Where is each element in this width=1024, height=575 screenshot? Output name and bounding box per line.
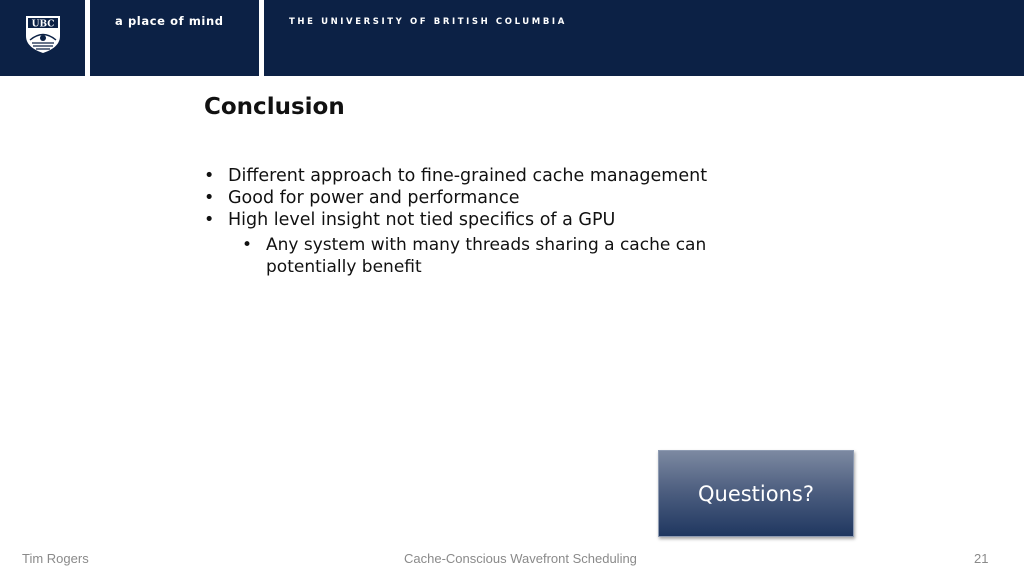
bullet-glyph: •: [204, 210, 215, 230]
questions-label: Questions?: [697, 481, 814, 506]
university-name: THE UNIVERSITY OF BRITISH COLUMBIA: [289, 17, 567, 27]
header-band: [0, 0, 1024, 76]
slide-title: Conclusion: [204, 94, 345, 120]
header-divider: [85, 0, 90, 76]
page-number: 21: [974, 551, 989, 566]
sub-bullet-text: Any system with many threads sharing a cache can potentially benefit: [266, 235, 707, 277]
header-divider: [259, 0, 264, 76]
bullet-item: [204, 187, 764, 209]
header-tagline: a place of mind: [115, 14, 224, 28]
bullet-text: Different approach to fine-grained cache management: [228, 166, 708, 186]
svg-text:UBC: UBC: [31, 19, 55, 30]
bullet-glyph: •: [204, 166, 215, 186]
footer-author: Tim Rogers: [22, 551, 89, 566]
bullet-item: [204, 209, 764, 231]
bullet-glyph: •: [204, 188, 215, 208]
sub-bullet-item: [242, 235, 764, 278]
bullet-text: Good for power and performance: [228, 188, 520, 208]
bullet-glyph: •: [242, 235, 253, 255]
bullet-list: [204, 165, 764, 278]
questions-button[interactable]: [658, 450, 854, 537]
ubc-crest-logo: [24, 14, 62, 54]
footer-talk-title: Cache-Conscious Wavefront Scheduling: [404, 551, 637, 566]
bullet-item: [204, 165, 764, 187]
bullet-text: High level insight not tied specifics of a GPU: [228, 210, 616, 230]
